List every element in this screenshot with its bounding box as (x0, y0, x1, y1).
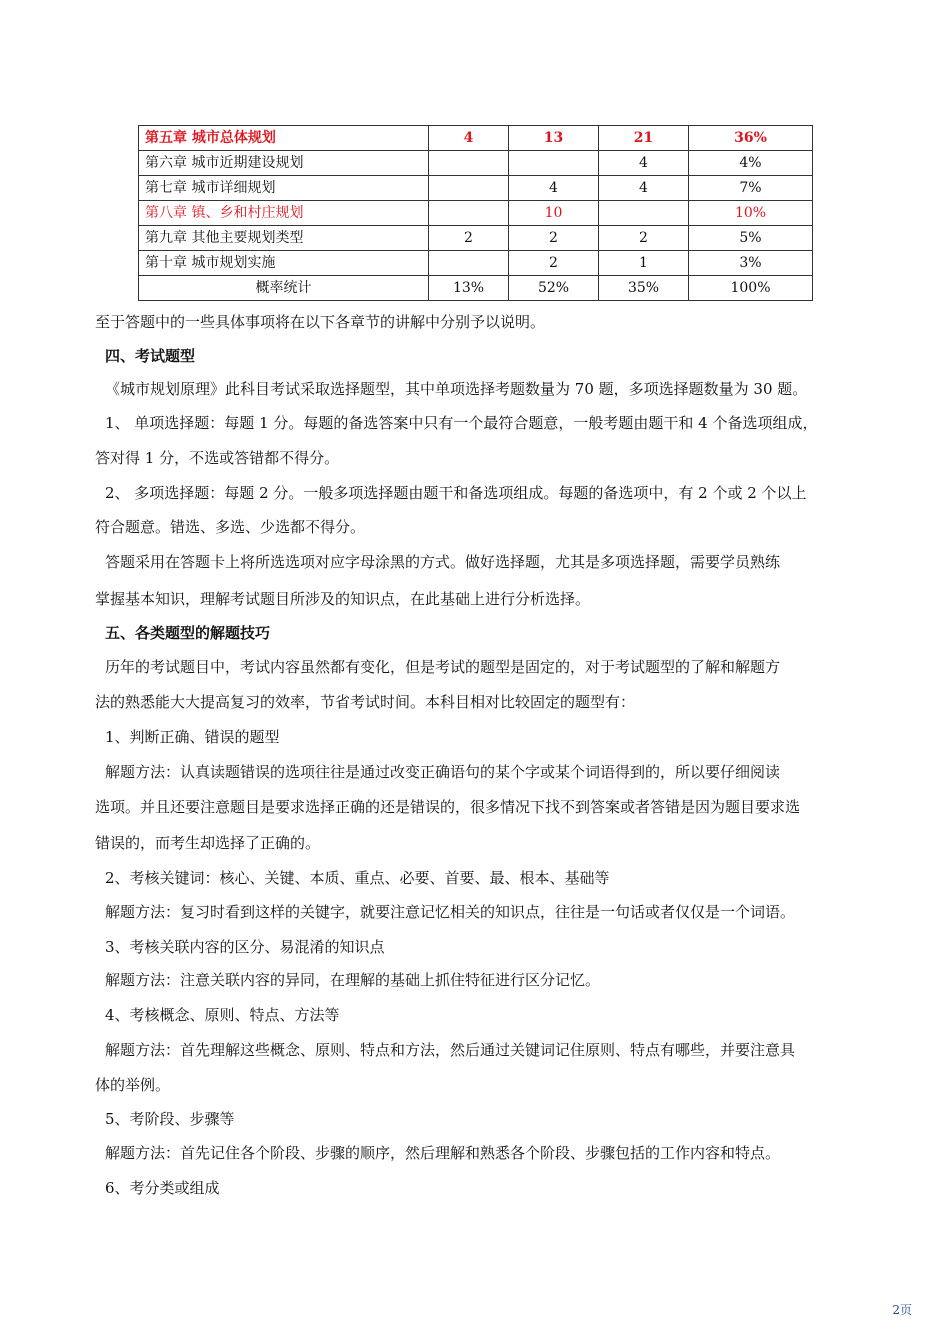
text-line: 3、考核关联内容的区分、易混淆的知识点 (105, 938, 385, 956)
text-line: 解题方法：认真读题错误的选项往往是通过改变正确语句的某个字或某个词语得到的，所以要仔细阅读 (105, 763, 781, 781)
score-distribution-table (138, 125, 813, 301)
table-cell: 4 (429, 126, 509, 151)
text-line: 4、考核概念、原则、特点、方法等 (105, 1006, 340, 1024)
text-line: 解题方法：复习时看到这样的关键字，就要注意记忆相关的知识点，往往是一句话或者仅仅是一个词语。 (105, 903, 796, 921)
table-cell: 2 (599, 226, 689, 251)
text-line: 答题采用在答题卡上将所选选项对应字母涂黑的方式。做好选择题，尤其是多项选择题，需要学员熟练 (105, 553, 781, 571)
table-cell: 35% (599, 276, 689, 301)
text-line: 6、考分类或组成 (105, 1179, 220, 1197)
text-line: 错误的，而考生却选择了正确的。 (95, 834, 321, 852)
table-cell: 2 (429, 226, 509, 251)
table-row (139, 276, 813, 301)
chapter-label: 第五章 城市总体规划 (139, 126, 429, 151)
table-cell (429, 201, 509, 226)
table-cell (599, 201, 689, 226)
table-cell: 10% (689, 201, 813, 226)
text-line: 《城市规划原理》此科目考试采取选择题型，其中单项选择考题数量为 70 题，多项选择题数量为 30 题。 (105, 380, 808, 398)
table-cell: 21 (599, 126, 689, 151)
table-cell: 5% (689, 226, 813, 251)
table-row (139, 226, 813, 251)
chapter-label: 概率统计 (139, 276, 429, 301)
text-line: 选项。并且还要注意题目是要求选择正确的还是错误的，很多情况下找不到答案或者答错是因为题目要求选 (95, 798, 801, 816)
table-cell: 7% (689, 176, 813, 201)
table-cell: 4% (689, 151, 813, 176)
text-line: 至于答题中的一些具体事项将在以下各章节的讲解中分别予以说明。 (95, 313, 546, 331)
table-cell (429, 251, 509, 276)
section-heading: 四、考试题型 (105, 347, 196, 365)
text-line: 2、考核关键词：核心、关键、本质、重点、必要、首要、最、根本、基础等 (105, 869, 610, 887)
text-line: 1、判断正确、错误的题型 (105, 728, 280, 746)
text-line: 体的举例。 (95, 1076, 171, 1094)
text-line: 法的熟悉能大大提高复习的效率，节省考试时间。本科目相对比较固定的题型有： (95, 693, 636, 711)
table-cell: 2 (509, 251, 599, 276)
table-cell (429, 176, 509, 201)
table-cell: 2 (509, 226, 599, 251)
table-row (139, 126, 813, 151)
table-cell: 36% (689, 126, 813, 151)
text-line: 2、 多项选择题：每题 2 分。一般多项选择题由题干和备选项组成。每题的备选项中，有 2 个或 2 个以上 (105, 484, 807, 502)
chapter-label: 第八章 镇、乡和村庄规划 (139, 201, 429, 226)
table-cell: 13 (509, 126, 599, 151)
table-cell (429, 151, 509, 176)
table-cell: 1 (599, 251, 689, 276)
section-heading: 五、各类题型的解题技巧 (105, 624, 271, 642)
table-cell: 52% (509, 276, 599, 301)
text-line: 解题方法：首先记住各个阶段、步骤的顺序，然后理解和熟悉各个阶段、步骤包括的工作内容和特点。 (105, 1144, 781, 1162)
table-row (139, 251, 813, 276)
table-row (139, 176, 813, 201)
table-cell: 4 (599, 176, 689, 201)
table-cell: 4 (509, 176, 599, 201)
table-cell: 13% (429, 276, 509, 301)
text-line: 1、 单项选择题：每题 1 分。每题的备选答案中只有一个最符合题意，一般考题由题干和 4 个备选项组成， (105, 414, 818, 432)
text-line: 历年的考试题目中，考试内容虽然都有变化，但是考试的题型是固定的，对于考试题型的了解和解题方 (105, 658, 781, 676)
chapter-label: 第七章 城市详细规划 (139, 176, 429, 201)
table-cell: 3% (689, 251, 813, 276)
table-cell: 100% (689, 276, 813, 301)
chapter-label: 第九章 其他主要规划类型 (139, 226, 429, 251)
table-row (139, 151, 813, 176)
page-number: 2页 (892, 1303, 912, 1317)
table-row (139, 201, 813, 226)
table-cell (509, 151, 599, 176)
text-line: 掌握基本知识，理解考试题目所涉及的知识点，在此基础上进行分析选择。 (95, 590, 591, 608)
table-cell: 10 (509, 201, 599, 226)
table-cell: 4 (599, 151, 689, 176)
text-line: 解题方法：注意关联内容的异同，在理解的基础上抓住特征进行区分记忆。 (105, 971, 601, 989)
chapter-label: 第十章 城市规划实施 (139, 251, 429, 276)
text-line: 答对得 1 分，不选或答错都不得分。 (95, 449, 340, 467)
text-line: 5、考阶段、步骤等 (105, 1110, 235, 1128)
text-line: 符合题意。错选、多选、少选都不得分。 (95, 518, 366, 536)
chapter-label: 第六章 城市近期建设规划 (139, 151, 429, 176)
text-line: 解题方法：首先理解这些概念、原则、特点和方法，然后通过关键词记住原则、特点有哪些，并要注意具 (105, 1041, 796, 1059)
